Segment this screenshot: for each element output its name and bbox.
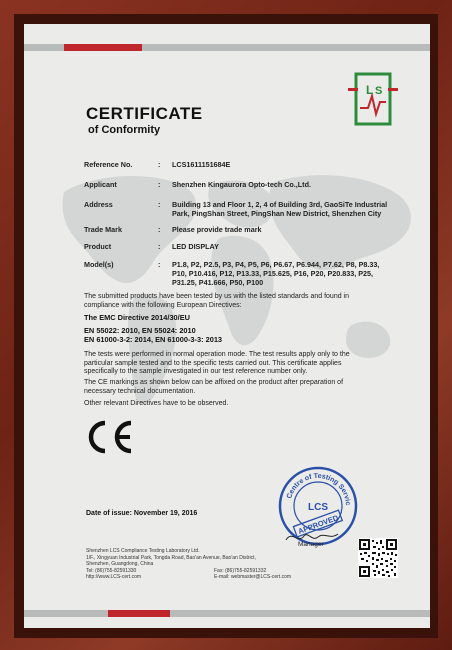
field-value: P1.8, P2, P2.5, P3, P4, P5, P6, P6.67, P6.944, P7.62, P8, P8.33, P10, P10.416, P12, P13.33, P15.625, P16, P20, P20.833, P25, P31.25, P41.666, P50, P100 xyxy=(172,260,380,287)
certificate-subtitle: of Conformity xyxy=(88,124,161,136)
field-value: Shenzhen Kingaurora Opto-tech Co.,Ltd. xyxy=(172,180,311,189)
field-label: Applicant xyxy=(84,180,117,189)
footer-address-1: 1/F., Xingyuan Industrial Park, Tongda Road, Bao'an Avenue, Bao'an District, xyxy=(86,554,256,561)
stamp-text: Centre of Testing Servic xyxy=(286,472,352,506)
field-label: Address xyxy=(84,200,113,209)
footer-web-row xyxy=(86,574,346,581)
field-colon: : xyxy=(158,225,161,234)
footer-web[interactable]: http://www.LCS-cert.com xyxy=(86,574,142,581)
tests-statement: The tests were performed in normal operation mode. The test results apply only to the particular sample tested and to the specific tests carried out. This certificate applies specifically to the sample investigated in our test reference number only. xyxy=(84,351,350,376)
footer-tel: Tel: (86)755-82591330 xyxy=(86,567,137,574)
certificate-title: CERTIFICATE xyxy=(86,104,203,123)
field-colon: : xyxy=(158,180,161,189)
directive-name: The EMC Directive 2014/30/EU xyxy=(84,313,190,322)
footer-contact xyxy=(86,548,346,581)
issue-date: Date of issue: November 19, 2016 xyxy=(86,510,198,517)
field-value: LCS1611151684E xyxy=(172,160,231,169)
field-value: LED DISPLAY xyxy=(172,242,219,251)
ce-statement: The CE markings as shown below can be affixed on the product after preparation of necessary technical documentation. xyxy=(84,379,344,395)
field-label: Trade Mark xyxy=(84,225,122,234)
svg-text:L: L xyxy=(366,83,374,97)
other-directives: Other relevant Directives have to be observed. xyxy=(84,400,229,407)
field-colon: : xyxy=(158,200,161,209)
field-label: Model(s) xyxy=(84,260,114,269)
field-colon: : xyxy=(158,160,161,169)
certificate-paper xyxy=(24,24,430,628)
field-colon: : xyxy=(158,260,161,269)
manager-label: Manager xyxy=(298,541,324,548)
footer-email[interactable]: E-mail: webmaster@LCS-cert.com xyxy=(214,574,292,581)
field-value: Building 13 and Floor 1, 2, 4 of Building 3rd, GaoSiTe Industrial Park, PingShan Street, PingShan New District, Shenzhen City xyxy=(172,200,388,218)
stamp-approved: APPROVED xyxy=(296,513,340,536)
field-value: Please provide trade mark xyxy=(172,225,262,234)
field-label: Product xyxy=(84,242,112,251)
footer-address-2: Shenzhen, Guangdong, China xyxy=(86,561,154,568)
footer-phone-row xyxy=(86,568,346,575)
stamp-brand: LCS xyxy=(308,502,328,513)
submitted-statement: The submitted products have been tested by us with the listed standards and found in compliance with the following European Directives: xyxy=(84,293,349,309)
svg-text:S: S xyxy=(375,85,383,97)
standard-line-1: EN 55022: 2010, EN 55024: 2010 xyxy=(84,326,196,335)
ce-mark-icon xyxy=(86,419,138,455)
field-label: Reference No. xyxy=(84,160,133,169)
footer-lab: Shenzhen LCS Compliance Testing Laboratory Ltd. xyxy=(86,548,200,554)
lcs-logo-icon xyxy=(346,72,400,126)
footer-fax: Fax: (86)755-82591332 xyxy=(214,567,267,574)
standard-line-2: EN 61000-3-2: 2014, EN 61000-3-3: 2013 xyxy=(84,335,223,344)
qr-code-icon xyxy=(358,538,398,578)
field-colon: : xyxy=(158,242,161,251)
